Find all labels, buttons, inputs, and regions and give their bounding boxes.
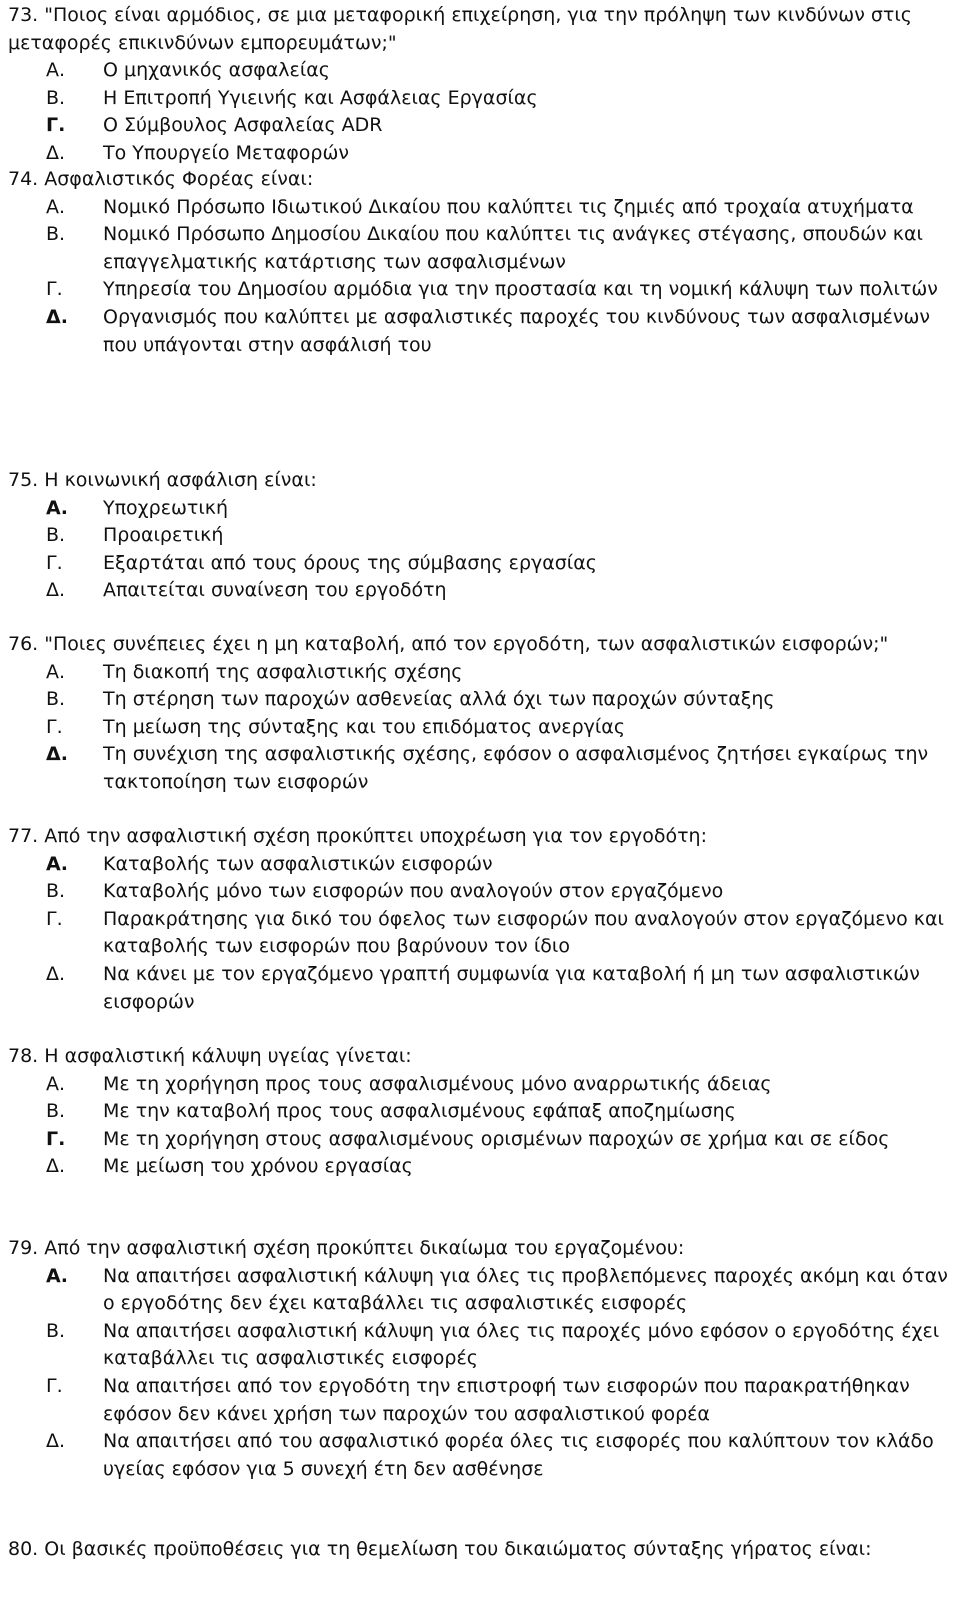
option-text: Παρακράτησης για δικό του όφελος των εισφορών που αναλογούν στον εργαζόμενο και καταβολής των εισφορών που βαρύνουν τον ίδιο xyxy=(103,907,944,958)
option-text: Καταβολής μόνο των εισφορών που αναλογούν στον εργαζόμενο xyxy=(103,880,724,903)
question-80 xyxy=(8,1536,950,1564)
option-letter: Γ. xyxy=(46,1374,63,1397)
option-text: Τη διακοπή της ασφαλιστικής σχέσης xyxy=(103,660,463,683)
option-letter: Γ. xyxy=(46,551,63,574)
answer-option xyxy=(8,878,950,906)
option-text: Ο Σύμβουλος Ασφαλείας ADR xyxy=(103,114,383,137)
option-text: Υποχρεωτική xyxy=(103,496,228,519)
option-letter: Α. xyxy=(46,852,68,875)
option-text: Το Υπουργείο Μεταφορών xyxy=(103,141,349,164)
option-text: Νομικό Πρόσωπο Δημοσίου Δικαίου που καλύπτει τις ανάγκες στέγασης, σπουδών και επαγγελματικής κατάρτισης των ασφαλισμένων xyxy=(103,223,923,273)
option-text: Νομικό Πρόσωπο Ιδιωτικού Δικαίου που καλύπτει τις ζημιές από τροχαία ατυχήματα xyxy=(103,195,914,218)
option-text: Καταβολής των ασφαλιστικών εισφορών xyxy=(103,852,493,875)
option-text: Να απαιτήσει από τον εργοδότη την επιστροφή των εισφορών που παρακρατήθηκαν εφόσον δεν κάνει χρήση των παροχών του ασφαλιστικού φορέα xyxy=(103,1374,910,1425)
answer-option xyxy=(8,522,950,550)
answer-option xyxy=(8,1373,950,1428)
option-letter: Δ. xyxy=(46,1155,66,1178)
option-letter: Γ. xyxy=(46,715,63,738)
option-letter: Δ. xyxy=(46,305,68,328)
option-letter: Β. xyxy=(46,1319,66,1342)
option-letter: Δ. xyxy=(46,141,66,164)
option-text: Με μείωση του χρόνου εργασίας xyxy=(103,1155,413,1178)
option-text: Με τη χορήγηση προς τους ασφαλισμένους μόνο αναρρωτικής άδειας xyxy=(103,1072,772,1095)
answer-option xyxy=(8,1318,950,1373)
option-text: Να απαιτήσει ασφαλιστική κάλυψη για όλες τις προβλεπόμενες παροχές ακόμη και όταν ο εργοδότης δεν έχει καταβάλλει τις ασφαλιστικές εισφορές xyxy=(103,1264,948,1315)
question-title: 73. "Ποιος είναι αρμόδιος, σε μια μεταφορική επιχείρηση, για την πρόληψη των κινδύνων στις μεταφορές επικινδύνων εμπορευμάτων;" xyxy=(8,4,918,54)
question-73 xyxy=(8,2,950,168)
question-title: 77. Από την ασφαλιστική σχέση προκύπτει υποχρέωση για τον εργοδότη: xyxy=(8,825,708,847)
answer-option xyxy=(8,686,950,714)
option-letter: Δ. xyxy=(46,743,68,766)
question-title: 75. Η κοινωνική ασφάλιση είναι: xyxy=(8,469,317,491)
question-title: 79. Από την ασφαλιστική σχέση προκύπτει δικαίωμα του εργαζομένου: xyxy=(8,1237,685,1259)
option-text: Οργανισμός που καλύπτει με ασφαλιστικές παροχές του κινδύνους των ασφαλισμένων που υπάγονται στην ασφάλισή του xyxy=(103,305,931,356)
question-74 xyxy=(8,166,950,359)
option-text: Τη μείωση της σύνταξης και του επιδόματος ανεργίας xyxy=(103,715,625,738)
answer-option xyxy=(8,194,950,222)
option-letter: Β. xyxy=(46,1100,66,1123)
option-letter: Γ. xyxy=(46,907,63,930)
option-text: Τη στέρηση των παροχών ασθενείας αλλά όχι των παροχών σύνταξης xyxy=(103,688,775,711)
answer-option xyxy=(8,1098,950,1126)
option-text: Απαιτείται συναίνεση του εργοδότη xyxy=(103,579,447,602)
question-title: 78. Η ασφαλιστική κάλυψη υγείας γίνεται: xyxy=(8,1045,412,1067)
option-letter: Δ. xyxy=(46,962,66,985)
answer-option-correct xyxy=(8,1126,950,1154)
option-letter: Γ. xyxy=(46,278,63,301)
option-letter: Β. xyxy=(46,688,66,711)
answer-option-correct xyxy=(8,1263,950,1318)
option-text: Εξαρτάται από τους όρους της σύμβασης εργασίας xyxy=(103,551,597,574)
answer-option xyxy=(8,906,950,961)
answer-option xyxy=(8,1153,950,1181)
question-76 xyxy=(8,631,950,797)
answer-option xyxy=(8,276,950,304)
option-letter: Δ. xyxy=(46,579,66,602)
answer-option xyxy=(8,140,950,168)
question-79 xyxy=(8,1235,950,1483)
option-text: Προαιρετική xyxy=(103,524,224,547)
option-text: Να απαιτήσει από του ασφαλιστικό φορέα όλες τις εισφορές που καλύπτουν τον κλάδο υγείας εφόσον για 5 συνεχή έτη δεν ασθένησε xyxy=(103,1430,934,1480)
question-title: 80. Οι βασικές προϋποθέσεις για τη θεμελίωση του δικαιώματος σύνταξης γήρατος είναι: xyxy=(8,1538,872,1560)
answer-option xyxy=(8,1428,950,1483)
option-letter: Α. xyxy=(46,195,66,218)
answer-option xyxy=(8,85,950,113)
answer-option xyxy=(8,577,950,605)
option-letter: Α. xyxy=(46,496,68,519)
answer-option-correct xyxy=(8,304,950,359)
option-text: Με την καταβολή προς τους ασφαλισμένους εφάπαξ αποζημίωσης xyxy=(103,1100,736,1123)
answer-option xyxy=(8,550,950,578)
answer-option xyxy=(8,659,950,687)
answer-option xyxy=(8,714,950,742)
answer-option xyxy=(8,221,950,276)
option-letter: Α. xyxy=(46,1264,68,1287)
option-letter: Γ. xyxy=(46,1127,66,1150)
answer-option-correct xyxy=(8,851,950,879)
answer-option-correct xyxy=(8,112,950,140)
option-text: Να απαιτήσει ασφαλιστική κάλυψη για όλες τις παροχές μόνο εφόσον ο εργοδότης έχει καταβάλλει τις ασφαλιστικές εισφορές xyxy=(103,1319,940,1370)
option-text: Ο μηχανικός ασφαλείας xyxy=(103,59,330,82)
answer-option-correct xyxy=(8,495,950,523)
option-text: Τη συνέχιση της ασφαλιστικής σχέσης, εφόσον ο ασφαλισμένος ζητήσει εγκαίρως την τακτοποίηση των εισφορών xyxy=(103,743,929,793)
question-77 xyxy=(8,823,950,1016)
option-letter: Β. xyxy=(46,880,66,903)
option-letter: Β. xyxy=(46,86,66,109)
option-letter: Α. xyxy=(46,660,66,683)
option-letter: Β. xyxy=(46,524,66,547)
question-75 xyxy=(8,467,950,605)
answer-option-correct xyxy=(8,741,950,796)
option-letter: Α. xyxy=(46,59,66,82)
option-text: Με τη χορήγηση στους ασφαλισμένους ορισμένων παροχών σε χρήμα και σε είδος xyxy=(103,1127,890,1150)
option-text: Η Επιτροπή Υγιεινής και Ασφάλειας Εργασίας xyxy=(103,86,538,109)
answer-option xyxy=(8,961,950,1016)
option-letter: Β. xyxy=(46,223,66,246)
answer-option xyxy=(8,57,950,85)
question-title: 74. Ασφαλιστικός Φορέας είναι: xyxy=(8,168,314,190)
option-text: Υπηρεσία του Δημοσίου αρμόδια για την προστασία και τη νομική κάλυψη των πολιτών xyxy=(103,278,938,301)
option-letter: Γ. xyxy=(46,114,66,137)
option-letter: Α. xyxy=(46,1072,66,1095)
answer-option xyxy=(8,1071,950,1099)
option-letter: Δ. xyxy=(46,1430,66,1453)
question-78 xyxy=(8,1043,950,1181)
question-title: 76. "Ποιες συνέπειες έχει η μη καταβολή, από τον εργοδότη, των ασφαλιστικών εισφορών;" xyxy=(8,633,889,655)
option-text: Να κάνει με τον εργαζόμενο γραπτή συμφωνία για καταβολή ή μη των ασφαλιστικών εισφορών xyxy=(103,962,920,1013)
